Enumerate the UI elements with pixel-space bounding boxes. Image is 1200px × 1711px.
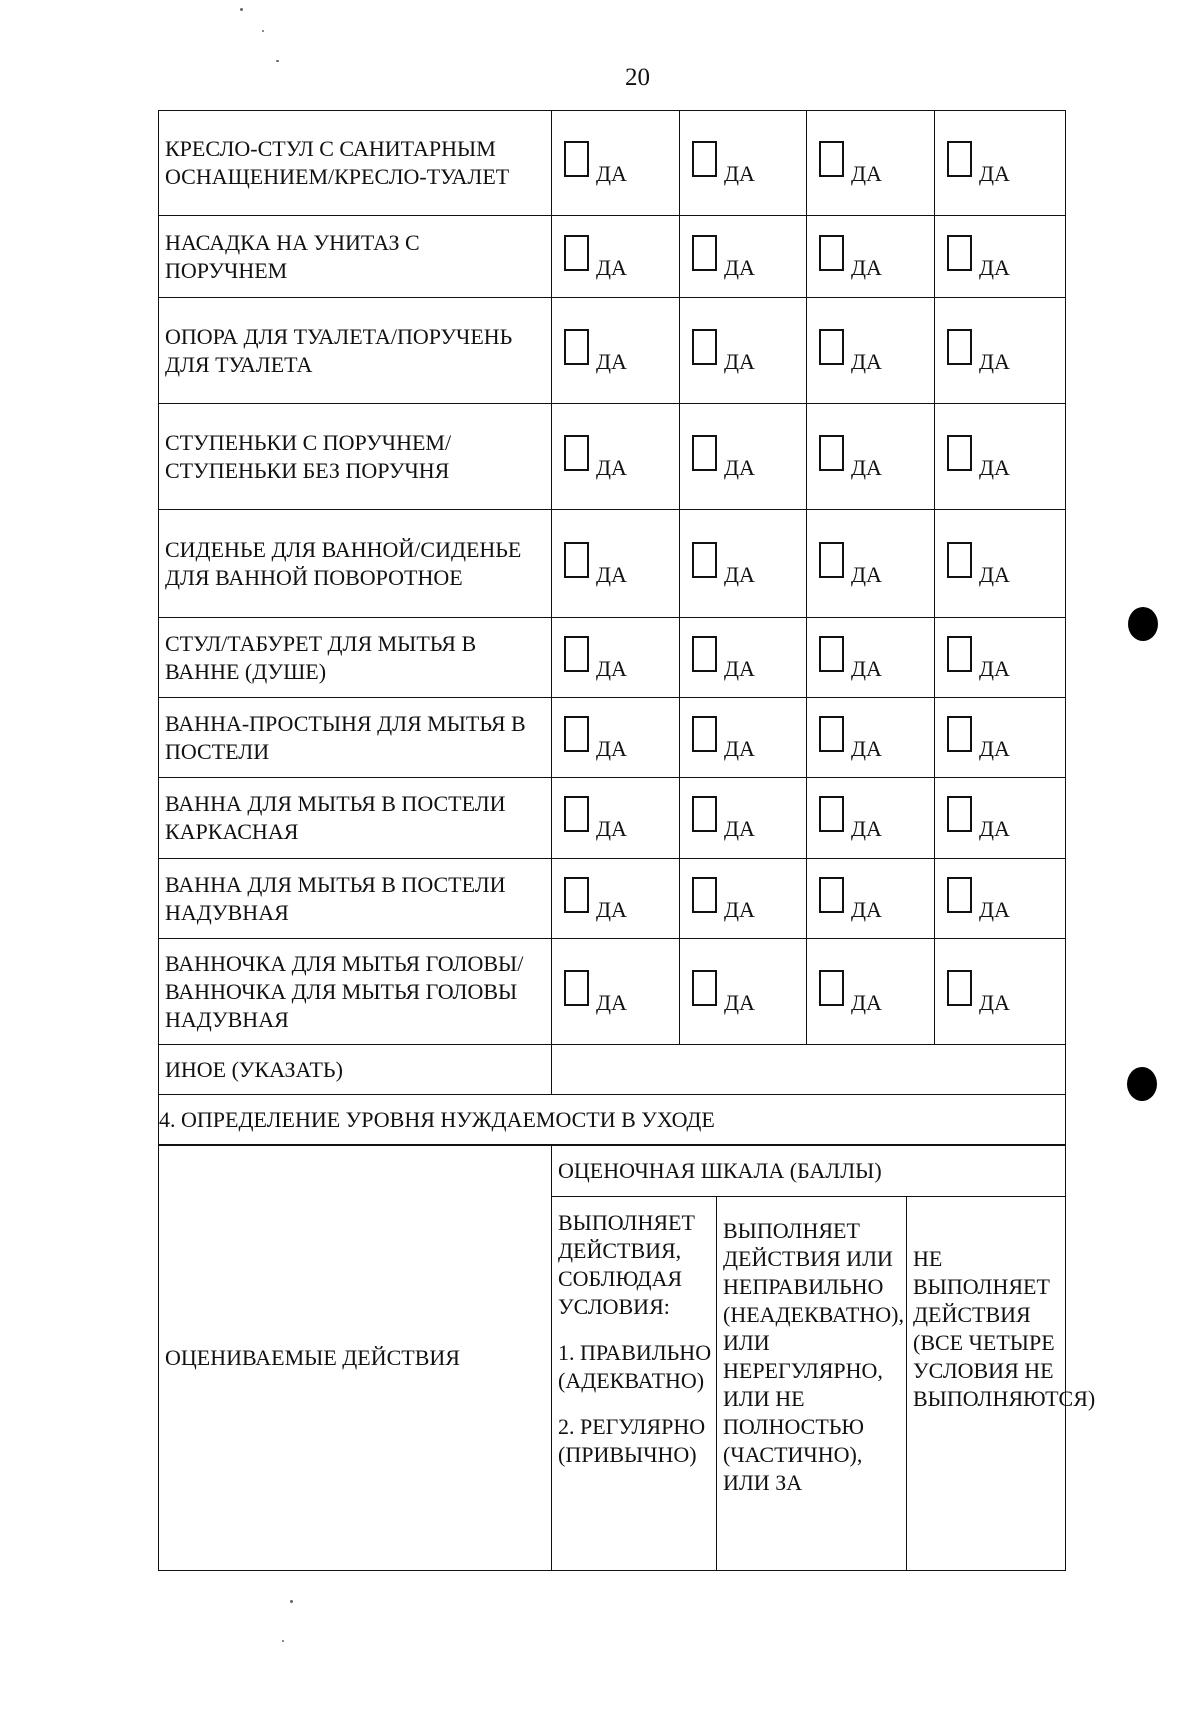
yes-label: ДА [724, 254, 755, 280]
page-number: 20 [625, 64, 650, 91]
yes-checkbox[interactable] [564, 970, 589, 1006]
punch-hole-mark [1127, 1067, 1157, 1101]
equipment-label: ОПОРА ДЛЯ ТУАЛЕТА/ПОРУЧЕНЬ ДЛЯ ТУАЛЕТА [159, 298, 552, 404]
yes-checkbox-cell [935, 618, 1066, 698]
yes-checkbox[interactable] [819, 716, 844, 752]
yes-label: ДА [979, 989, 1010, 1015]
yes-checkbox[interactable] [692, 877, 717, 913]
yes-checkbox[interactable] [819, 636, 844, 672]
yes-checkbox[interactable] [564, 235, 589, 271]
yes-label: ДА [979, 348, 1010, 374]
yes-checkbox-cell [552, 859, 680, 939]
yes-checkbox-cell [680, 618, 807, 698]
yes-checkbox-cell [935, 298, 1066, 404]
yes-checkbox-cell [935, 111, 1066, 216]
equipment-row [159, 216, 1066, 298]
equipment-label: СИДЕНЬЕ ДЛЯ ВАННОЙ/СИДЕНЬЕ ДЛЯ ВАННОЙ ПОВОРОТНОЕ [159, 510, 552, 618]
yes-label: ДА [724, 816, 755, 841]
yes-checkbox-cell [807, 618, 935, 698]
equipment-label: СТУЛ/ТАБУРЕТ ДЛЯ МЫТЬЯ В ВАННЕ (ДУШЕ) [159, 618, 552, 698]
yes-label: ДА [979, 454, 1010, 480]
yes-checkbox-cell [680, 510, 807, 618]
yes-checkbox-cell [552, 939, 680, 1045]
scale-column-1 [552, 1197, 717, 1571]
yes-checkbox-cell [935, 859, 1066, 939]
yes-label: ДА [724, 561, 755, 587]
yes-label: ДА [724, 161, 755, 186]
yes-checkbox[interactable] [692, 796, 717, 832]
yes-checkbox[interactable] [947, 636, 972, 672]
yes-checkbox-cell [552, 216, 680, 298]
yes-label: ДА [979, 561, 1010, 587]
equipment-row [159, 510, 1066, 618]
yes-checkbox-cell [552, 111, 680, 216]
punch-hole-mark [1128, 607, 1158, 641]
yes-label: ДА [724, 989, 755, 1015]
equipment-row [159, 298, 1066, 404]
other-label: ИНОЕ (УКАЗАТЬ) [159, 1045, 552, 1095]
equipment-row [159, 111, 1066, 216]
scale-title: ОЦЕНОЧНАЯ ШКАЛА (БАЛЛЫ) [552, 1146, 1066, 1197]
equipment-label: НАСАДКА НА УНИТАЗ С ПОРУЧНЕМ [159, 216, 552, 298]
yes-checkbox-cell [680, 698, 807, 778]
yes-checkbox-cell [935, 510, 1066, 618]
yes-checkbox[interactable] [564, 716, 589, 752]
yes-checkbox[interactable] [692, 970, 717, 1006]
yes-checkbox[interactable] [947, 716, 972, 752]
yes-checkbox-cell [807, 111, 935, 216]
yes-checkbox[interactable] [692, 141, 717, 177]
yes-checkbox[interactable] [819, 329, 844, 365]
scale-col1-item2: 2. РЕГУЛЯРНО (ПРИВЫЧНО) [558, 1414, 706, 1467]
yes-checkbox-cell [680, 298, 807, 404]
assessed-actions-header: ОЦЕНИВАЕМЫЕ ДЕЙСТВИЯ [159, 1146, 552, 1571]
yes-label: ДА [596, 735, 627, 761]
yes-label: ДА [851, 655, 882, 681]
yes-checkbox-cell [680, 778, 807, 859]
yes-checkbox[interactable] [819, 796, 844, 832]
yes-checkbox-cell [680, 939, 807, 1045]
yes-label: ДА [979, 896, 1010, 922]
equipment-label: ВАННОЧКА ДЛЯ МЫТЬЯ ГОЛОВЫ/ВАННОЧКА ДЛЯ МЫТЬЯ ГОЛОВЫ НАДУВНАЯ [159, 939, 552, 1045]
yes-label: ДА [596, 254, 627, 280]
yes-checkbox-cell [807, 510, 935, 618]
yes-checkbox[interactable] [819, 435, 844, 471]
yes-label: ДА [596, 561, 627, 587]
yes-label: ДА [596, 816, 627, 841]
equipment-row [159, 859, 1066, 939]
yes-label: ДА [724, 655, 755, 681]
yes-checkbox[interactable] [692, 716, 717, 752]
yes-label: ДА [851, 735, 882, 761]
equipment-table [158, 110, 1066, 1145]
yes-label: ДА [596, 989, 627, 1015]
yes-label: ДА [596, 348, 627, 374]
yes-checkbox[interactable] [947, 970, 972, 1006]
yes-checkbox[interactable] [692, 636, 717, 672]
yes-label: ДА [596, 161, 627, 186]
yes-checkbox-cell [680, 404, 807, 510]
yes-label: ДА [979, 254, 1010, 280]
yes-checkbox-cell [807, 404, 935, 510]
yes-checkbox[interactable] [819, 970, 844, 1006]
equipment-row [159, 618, 1066, 698]
yes-label: ДА [851, 989, 882, 1015]
yes-checkbox[interactable] [564, 542, 589, 578]
yes-checkbox[interactable] [947, 796, 972, 832]
yes-label: ДА [979, 655, 1010, 681]
yes-checkbox-cell [935, 216, 1066, 298]
yes-checkbox[interactable] [819, 877, 844, 913]
yes-label: ДА [596, 896, 627, 922]
yes-checkbox[interactable] [947, 435, 972, 471]
equipment-label: ВАННА ДЛЯ МЫТЬЯ В ПОСТЕЛИ НАДУВНАЯ [159, 859, 552, 939]
yes-label: ДА [979, 735, 1010, 761]
yes-checkbox-cell [552, 778, 680, 859]
yes-checkbox-cell [680, 216, 807, 298]
yes-checkbox-cell [935, 404, 1066, 510]
equipment-row [159, 404, 1066, 510]
yes-checkbox-cell [935, 939, 1066, 1045]
yes-checkbox-cell [807, 698, 935, 778]
yes-checkbox[interactable] [564, 796, 589, 832]
equipment-label: ВАННА-ПРОСТЫНЯ ДЛЯ МЫТЬЯ В ПОСТЕЛИ [159, 698, 552, 778]
yes-checkbox[interactable] [564, 636, 589, 672]
scale-column-2: ВЫПОЛНЯЕТ ДЕЙСТВИЯ ИЛИ НЕПРАВИЛЬНО (НЕАДЕКВАТНО), ИЛИ НЕРЕГУЛЯРНО, ИЛИ НЕ ПОЛНОСТЬЮ (ЧАСТИЧНО), ИЛИ ЗА [717, 1197, 907, 1571]
yes-checkbox[interactable] [564, 141, 589, 177]
yes-checkbox-cell [552, 510, 680, 618]
yes-checkbox-cell [807, 216, 935, 298]
yes-label: ДА [851, 161, 882, 186]
scale-col1-item1: 1. ПРАВИЛЬНО (АДЕКВАТНО) [558, 1340, 712, 1393]
yes-checkbox[interactable] [692, 329, 717, 365]
yes-label: ДА [851, 896, 882, 922]
yes-checkbox-cell [552, 618, 680, 698]
yes-checkbox-cell [935, 698, 1066, 778]
yes-checkbox[interactable] [947, 542, 972, 578]
scan-speck [282, 1640, 284, 1642]
yes-checkbox[interactable] [692, 235, 717, 271]
yes-label: ДА [724, 348, 755, 374]
yes-checkbox[interactable] [819, 141, 844, 177]
yes-label: ДА [851, 454, 882, 480]
equipment-label: КРЕСЛО-СТУЛ С САНИТАРНЫМ ОСНАЩЕНИЕМ/КРЕСЛО-ТУАЛЕТ [159, 111, 552, 216]
equipment-row [159, 778, 1066, 859]
yes-checkbox[interactable] [947, 329, 972, 365]
yes-label: ДА [979, 161, 1010, 186]
equipment-label: СТУПЕНЬКИ С ПОРУЧНЕМ/СТУПЕНЬКИ БЕЗ ПОРУЧНЯ [159, 404, 552, 510]
scan-speck [262, 30, 264, 32]
yes-label: ДА [851, 348, 882, 374]
yes-checkbox-cell [552, 298, 680, 404]
yes-checkbox-cell [807, 859, 935, 939]
yes-label: ДА [596, 655, 627, 681]
other-input[interactable] [552, 1045, 1066, 1095]
yes-checkbox[interactable] [947, 877, 972, 913]
yes-label: ДА [979, 816, 1010, 841]
equipment-row [159, 698, 1066, 778]
yes-checkbox-cell [807, 939, 935, 1045]
yes-checkbox-cell [552, 404, 680, 510]
scan-speck [240, 8, 243, 11]
yes-label: ДА [596, 454, 627, 480]
yes-checkbox[interactable] [692, 542, 717, 578]
yes-checkbox-cell [807, 298, 935, 404]
equipment-row [159, 939, 1066, 1045]
section-title: 4. ОПРЕДЕЛЕНИЕ УРОВНЯ НУЖДАЕМОСТИ В УХОДЕ [159, 1095, 1066, 1145]
yes-label: ДА [851, 254, 882, 280]
yes-label: ДА [724, 896, 755, 922]
yes-checkbox-cell [807, 778, 935, 859]
scan-speck [290, 1600, 293, 1603]
scan-speck [276, 60, 279, 62]
yes-checkbox[interactable] [564, 435, 589, 471]
yes-checkbox[interactable] [947, 235, 972, 271]
equipment-label: ВАННА ДЛЯ МЫТЬЯ В ПОСТЕЛИ КАРКАСНАЯ [159, 778, 552, 859]
yes-checkbox[interactable] [564, 877, 589, 913]
yes-checkbox-cell [552, 698, 680, 778]
yes-checkbox[interactable] [947, 141, 972, 177]
yes-checkbox-cell [935, 778, 1066, 859]
yes-checkbox[interactable] [692, 435, 717, 471]
scale-column-3: НЕ ВЫПОЛНЯЕТ ДЕЙСТВИЯ (ВСЕ ЧЕТЫРЕ УСЛОВИЯ НЕ ВЫПОЛНЯЮТСЯ) [907, 1197, 1066, 1571]
yes-checkbox[interactable] [819, 235, 844, 271]
scale-col1-intro: ВЫПОЛНЯЕТ ДЕЙСТВИЯ, СОБЛЮДАЯ УСЛОВИЯ: [558, 1210, 695, 1319]
yes-label: ДА [724, 454, 755, 480]
yes-label: ДА [851, 561, 882, 587]
yes-checkbox[interactable] [564, 329, 589, 365]
yes-checkbox[interactable] [819, 542, 844, 578]
yes-checkbox-cell [680, 859, 807, 939]
yes-checkbox-cell [680, 111, 807, 216]
care-level-table [158, 1145, 1096, 1571]
yes-label: ДА [851, 816, 882, 841]
yes-label: ДА [724, 735, 755, 761]
